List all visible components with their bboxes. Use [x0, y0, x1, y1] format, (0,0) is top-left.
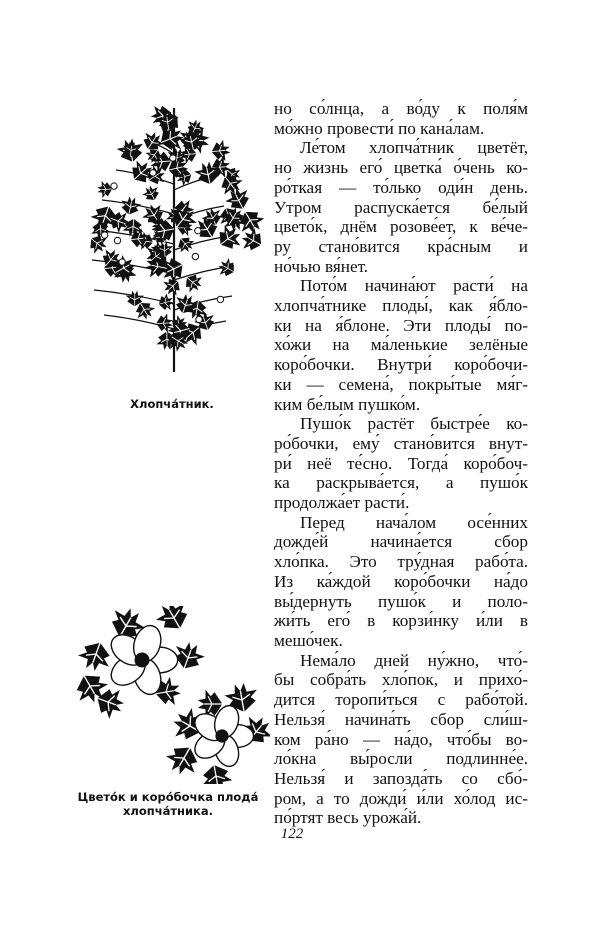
text-line: хлопча́тнике плоды́, как я́бло- [274, 296, 528, 316]
text-line: продолжа́ет расти́. [274, 493, 410, 513]
cotton-puff [119, 259, 125, 265]
text-line: коро́бочки. Внутри́ коро́бочи- [274, 355, 528, 375]
body-text-column [274, 99, 528, 828]
text-line: Пушо́к растёт быстре́е ко- [300, 414, 528, 434]
cotton-puff [101, 232, 107, 238]
text-line: хо́жи на ма́ленькие зелёные [274, 335, 528, 355]
text-line: жи́ть его́ в корзи́нку и́ли в [274, 611, 528, 631]
text-line: бы собра́ть хло́пок, и прихо́- [274, 670, 528, 690]
text-line: Нема́ло дней ну́жно, что́- [300, 650, 528, 670]
cotton-puff [195, 227, 201, 233]
plant-leaf [174, 233, 198, 256]
text-line: ким бе́лым пушко́м. [274, 394, 421, 414]
boll-caption [64, 790, 272, 818]
plant-leaf [157, 292, 176, 313]
cotton-flower-boll-illustration [66, 606, 270, 784]
text-line: ром, а то дожди́ и́ли хо́лод ис- [274, 788, 528, 808]
plant-leaf [210, 139, 231, 162]
text-line: ри́ неё те́сно. Тогда́ коро́боч- [274, 453, 528, 473]
text-line: Нельзя́ и запозда́ть со сбо́- [274, 768, 528, 788]
text-line: по́ртят весь урожа́й. [274, 808, 422, 828]
cotton-puff [192, 253, 198, 259]
plant-leaf [119, 195, 143, 217]
cotton-puff [114, 237, 120, 243]
plant-leaf [97, 180, 113, 198]
text-line: Пото́м начина́ют расти́ на [300, 276, 528, 296]
text-line: но жизнь его́ цветка́ о́чень ко- [274, 158, 528, 178]
cotton-boll-drawing [66, 606, 270, 784]
text-line: ру стано́вится кра́сным и [274, 236, 528, 256]
text-line: Нельзя́ начина́ть сбор сли́ш- [274, 709, 528, 729]
cotton-plant-drawing [88, 100, 264, 378]
text-line: ка раскрыва́ется, а пушо́к [274, 473, 528, 493]
text-line: дожде́й начина́ется сбор [274, 532, 528, 552]
plant-caption: Хлопча́тник. [130, 397, 214, 411]
text-line: мешо́чек. [274, 630, 343, 650]
boll-caption-line: Цвето́к и коро́бочка плода́ [77, 790, 259, 804]
text-line: но со́лнца, а во́ду к поля́м [274, 99, 528, 118]
text-line: Перед нача́лом осе́нних [300, 512, 528, 532]
cotton-boll [190, 703, 254, 770]
plant-leaf [140, 183, 162, 204]
cotton-puff [170, 155, 176, 161]
text-line: ро́бочки, ему́ стано́вится внут- [274, 433, 528, 453]
text-line: но́чью вя́нет. [274, 256, 369, 276]
text-line: Ле́том хлопча́тник цветёт, [300, 138, 528, 158]
cotton-puff [217, 296, 223, 302]
cotton-puff [196, 316, 202, 322]
cotton-puff [111, 183, 117, 189]
boll-leaf [75, 637, 116, 675]
text-line: ро́ткая — то́лько оди́н день. [274, 177, 528, 197]
text-line: ки на я́блоне. Эти плоды́ по- [274, 315, 528, 335]
text-line: Утром распуска́ется бе́лый [274, 197, 528, 217]
cotton-plant-illustration [88, 100, 264, 378]
text-line: вы́дернуть пушо́к и поло- [274, 591, 528, 611]
page-number: 122 [280, 826, 304, 842]
text-line: цвето́к, днём розове́ет, к ве́че- [274, 217, 528, 237]
text-line: ло́кна вы́росли подлинне́е. [274, 749, 528, 769]
text-line: хло́пка. Это тру́дная рабо́та. [274, 552, 528, 572]
boll-caption-line: хлопча́тника. [123, 804, 213, 818]
text-line: дится торопи́ться с рабо́той. [274, 690, 528, 710]
text-line: Из ка́ждой коро́бочки на́до [274, 571, 528, 591]
cotton-puff [150, 170, 156, 176]
text-line: ки — семена́, покры́тые мя́г- [274, 374, 528, 394]
text-line: ком ра́но — на́до, что́бы во- [274, 729, 528, 749]
text-line: мо́жно провести́ по кана́лам. [274, 118, 485, 138]
